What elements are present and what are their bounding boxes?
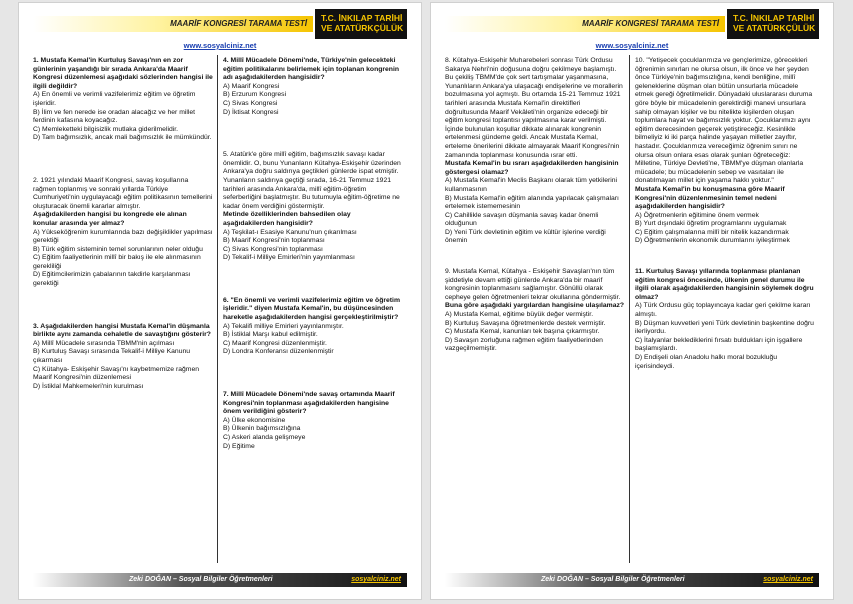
option-d: D) İstiklal Mahkemeleri'nin kurulması (33, 382, 144, 390)
question-6 (223, 297, 403, 357)
option-a: A) Teşkilat-ı Esasiye Kanunu'nun çıkarılması (223, 228, 357, 236)
option-d: D) İktisat Kongresi (223, 108, 279, 116)
question-3 (33, 323, 213, 392)
option-a: A) Ülke ekonomisine (223, 416, 286, 424)
site-link[interactable]: www.sosyalciniz.net (183, 41, 257, 50)
page-footer (33, 573, 407, 587)
question-2 (33, 177, 213, 289)
badge-line-1: T.C. İNKILAP TARİHİ (733, 13, 815, 23)
option-b: B) Mustafa Kemal'in eğitim alanında yapılacak çalışmaları ertelemek istememesinin (445, 194, 619, 211)
question-stem: Buna göre aşağıdaki yargılardan hangisine ulaşılamaz? (445, 302, 625, 310)
question-8 (445, 57, 625, 246)
column-right (635, 57, 815, 405)
option-b: B) Ülkenin bağımsızlığına (223, 425, 301, 433)
footer-author: Zeki DOĞAN – Sosyal Bilgiler Öğretmenleri (541, 576, 685, 583)
option-c: C) Mustafa Kemal, kanunları tek başına çıkarmıştır. (445, 328, 600, 336)
option-d: D) Eğitime (223, 442, 255, 450)
option-d: D) Eğitimcilerimizin çabalarının takdirle karşılanması gerektiği (33, 271, 191, 288)
option-b: B) İstiklal Marşı kabul edilmiştir. (223, 331, 318, 339)
footer-site-link[interactable]: sosyalciniz.net (351, 576, 401, 583)
question-stem: 3. Aşağıdakilerden hangisi Mustafa Kemal'in düşmanla birlikte aynı zamanda cehaletle de savaştığını gösterir? (33, 322, 211, 339)
option-b: B) Düşman kuvvetleri yeni Türk devletinin başkentine doğru ilerliyordu. (635, 319, 814, 336)
option-b: B) Yurt dışındaki öğretim programlarını uygulamak (635, 220, 787, 228)
column-left (33, 57, 213, 425)
option-d: D) Tam bağımsızlık, ancak mali bağımsızlık ile mümkündür. (33, 134, 212, 142)
option-d: D) Yeni Türk devletinin eğitim ve kültür işlerine verdiği önemin (445, 228, 606, 245)
option-c: C) Kütahya- Eskişehir Savaşı'nı kaybetmemize rağmen Maarif Kongresi'nin düzenlemesi (33, 365, 199, 382)
column-divider (629, 55, 630, 563)
option-d: D) Endişeli olan Anadolu halkı moral bozukluğu içerisindeydi. (635, 354, 778, 370)
question-stem: 1. Mustafa Kemal'in Kurtuluş Savaşı'nın en zor günlerinin yaşandığı bir sırada Ankara'da Maarif Kongresi düzenlemesi aşağıdaki sözlerinden hangisi ile ilgili değildir? (33, 57, 213, 90)
question-stem: Mustafa Kemal'in bu konuşmasına göre Maarif Kongresi'nin düzenlenmesinin temel nedeni aşağıdakilerden hangisidir? (635, 185, 785, 211)
footer-author: Zeki DOĞAN – Sosyal Bilgiler Öğretmenleri (129, 576, 273, 583)
option-b: B) Kurtuluş Savaşı sırasında Tekalif-i Milliye Kanunu çıkarması (33, 348, 191, 365)
question-intro: 10. "Yetişecek çocuklarımıza ve gençlerimize, görecekleri öğrenimin sınırları ne olursa olsun, ilk önce ve her şeyden önce Türkiye'nin bağımsızlığına, kendi benliğine, millî geleneklerine düşman olan bütün unsurlarla mücadele etmek gereği öğretilmelidir. Dünyadaki uluslararası duruma göre böyle bir mücadelenin gerektirdiği manevi unsurlara sahip olmayan kişiler ve bu nitelikte kişilerden oluşan toplumlara hayat ve bağımsızlık yoktur. Çocuklarımızı aynı eğitim derecesinden geçerek yetiştireceğiz. Kesinlikle bilmeliyiz ki iki parça halinde yaşayan milletler zayıftır, hastadır. Çocuklarımıza vereceğimiz öğrenim sınırı ne olursa olsun onlara esas olarak şunları öğreteceğiz: Milletine, Türkiye Devleti'ne, TBMM'ye düşman olanlarla mücadele; bu mücadelenin sebep ve vasıtaları ile donatılmayan millet için yaşama hakkı yoktur." (635, 57, 813, 185)
page-footer (445, 573, 819, 587)
question-stem: Aşağıdakilerden hangisi bu kongrede ele alınan konular arasında yer almaz? (33, 211, 187, 227)
option-a: A) Millî Mücadele sırasında TBMM'nin açılması (33, 339, 175, 347)
option-b: B) Erzurum Kongresi (223, 91, 287, 99)
option-a: A) Türk Ordusu güç toplayıncaya kadar geri çekilme kararı almıştı. (635, 302, 811, 319)
option-c: C) Askeri alanda gelişmeye (223, 434, 306, 441)
question-intro: 8. Kütahya-Eskişehir Muharebeleri sonrası Türk Ordusu Sakarya Nehri'nin doğusuna doğru çekilmeye başlamıştı. Bu çekiliş TBMM'de çok sert tartışmalar yaşanmasına, Yunanlıların Ankara'ya ulaşacağı endişelerine ve morallerin bozulmasına yol açmıştı. Bu ortamda 15-21 Temmuz 1921 tarihleri arasında Mustafa Kemal'in direktifleri doğrultusunda Maarif Vekâleti'nin organize edeceği bir eğitim kongresi toplantısı yapılmasına karar verilmişti. İçinde bulunulan koşullar dikkate alınarak kongrenin ertelenmesi gündeme geldi. Ancak Mustafa Kemal, erteleme önerilerini dikkate almayarak Maarif Kongresi'nin zamanında toplanması konusunda ısrar etti. (445, 57, 623, 159)
course-badge (315, 9, 407, 39)
page-header (33, 9, 407, 39)
question-intro: 2. 1921 yılındaki Maarif Kongresi, savaş koşullarına rağmen toplanmış ve sonraki yıllarda Türkiye Cumhuriyeti'nin uygulayacağı eğitim politikasının temellerini oluşturacak önemli kararlar almıştır. (33, 176, 213, 210)
column-divider (217, 55, 218, 563)
option-c: C) Sivas Kongresi'nin toplanması (223, 245, 323, 253)
question-stem: 4. Millî Mücadele Dönemi'nde, Türkiye'nin gelecekteki eğitim politikalarını belirlemek için toplanan kongrenin adı aşağıdakilerden hangisidir? (223, 57, 399, 82)
option-a: A) Mustafa Kemal, eğitime büyük değer vermiştir. (445, 311, 594, 319)
question-stem: 11. Kurtuluş Savaşı yıllarında toplanması planlanan eğitim kongresi öncesinde, ülkenin genel durumu ile ilgili olarak aşağıdakilerden hangisinin söylemek doğru olmaz? (635, 268, 814, 301)
option-d: D) Öğretmenlerin ekonomik durumlarını iyileştirmek (635, 237, 790, 245)
question-stem: 6. "En önemli ve verimli vazifelerimiz eğitim ve öğretim işleridir." diyen Mustafa Kemal'in, bu düşüncesinden hareketle aşağıdakilerden hangisi gerçekleştirilmiştir? (223, 296, 400, 322)
option-b: B) Maarif Kongresi'nin toplanması (223, 237, 325, 245)
badge-line-2: VE ATATÜRKÇÜLÜK (733, 23, 816, 33)
option-d: D) Tekalif-i Milliye Emirleri'nin yayımlanması (223, 254, 355, 262)
option-a: A) En önemli ve verimli vazifelerimiz eğitim ve öğretim işleridir. (33, 91, 196, 107)
option-b: B) İlim ve fen nerede ise oradan alacağız ve her millet ferdinin kafasına koyacağız. (33, 108, 196, 125)
option-a: A) Öğretmenlerin eğitimine önem vermek (635, 211, 759, 219)
option-a: A) Maarif Kongresi (223, 82, 280, 90)
question-stem: Mustafa Kemal'in bu ısrarı aşağıdakilerden hangisinin göstergesi olamaz? (445, 160, 619, 176)
question-stem: 7. Millî Mücadele Dönemi'nde savaş ortamında Maarif Kongresi'nin toplanması aşağıdakilerden hangisine önem verildiğini gösterir? (223, 391, 395, 416)
footer-site-link[interactable]: sosyalciniz.net (763, 576, 813, 583)
question-10 (635, 57, 815, 246)
test-title: MAARİF KONGRESİ TARAMA TESTİ (33, 16, 313, 32)
question-1 (33, 57, 213, 143)
option-c: C) Sivas Kongresi (223, 99, 278, 107)
question-7 (223, 391, 403, 451)
option-b: B) Kurtuluş Savaşına öğretmenlerde destek vermiştir. (445, 319, 606, 327)
column-right (223, 57, 403, 485)
question-stem: Metinde özelliklerinden bahsedilen olay aşağıdakilerden hangisidir? (223, 211, 351, 227)
question-intro: 5. Atatürk'e göre millî eğitim, bağımsızlık savaşı kadar önemlidir. O, bunu Yunanların Kütahya-Eskişehir üzerinden Ankara'ya doğru saldırıya geçtikleri günlerde ispat etmiştir. Yunanların saldırıya geçtiği sırada, 16-21 Temmuz 1921 tarihleri arasında Ankara'da, millî eğitim-öğretim seferberliğini başlatmıştır. Bu tutumuyla eğitim-öğretime ne kadar önem verdiğini göstermiştir. (223, 151, 401, 210)
question-4 (223, 57, 403, 117)
site-link[interactable]: www.sosyalciniz.net (595, 41, 669, 50)
option-d: D) Savaşın zorluğuna rağmen eğitim faaliyetlerinden vazgeçilmemiştir. (445, 336, 603, 353)
page-header (445, 9, 819, 39)
option-c: C) Memleketteki bilgisizlik mutlaka giderilmelidir. (33, 125, 179, 133)
question-11 (635, 268, 815, 371)
page-right (430, 2, 834, 600)
option-a: A) Mustafa Kemal'in Meclis Başkanı olarak tüm yetkilerini kullanmasının (445, 177, 618, 193)
badge-line-1: T.C. İNKILAP TARİHİ (321, 13, 403, 23)
badge-line-2: VE ATATÜRKÇÜLÜK (321, 23, 404, 33)
option-c: C) İtalyanlar beklediklerini fırsatı buldukları için işgallere başlamışlardı. (635, 336, 803, 353)
option-a: A) Yükseköğrenim kurumlarında bazı değişiklikler yapılması gerektiği (33, 228, 213, 245)
question-9 (445, 268, 625, 354)
option-c: C) Eğitim faaliyetlerinin millî bir bakış ile ele alınmasının gerekliliği (33, 254, 201, 270)
option-a: A) Tekalifi milliye Emirleri yayınlanmıştır. (223, 322, 344, 330)
option-b: B) Türk eğitim sisteminin temel sorunlarının neler olduğu (33, 245, 203, 253)
column-left (445, 57, 625, 388)
option-d: D) Londra Konferansı düzenlenmiştir (223, 348, 334, 356)
question-intro: 9. Mustafa Kemal, Kütahya - Eskişehir Savaşları'nın tüm şiddetiyle devam ettiği günlerde Ankara'da bir maarif kongresinin toplanmasını sağlamıştır. Gönüllü olarak cepheye gelen öğretmenleri tekrar okullarına göndermiştir. (445, 268, 621, 301)
option-c: C) Maarif Kongresi düzenlenmiştir. (223, 339, 327, 347)
page-left (18, 2, 422, 600)
option-c: C) Eğitim çalışmalarına millî bir nitelik kazandırmak (635, 228, 789, 236)
question-5 (223, 151, 403, 263)
course-badge (727, 9, 819, 39)
option-c: C) Cahillikle savaşın düşmanla savaş kadar önemli olduğunun (445, 211, 599, 228)
test-title: MAARİF KONGRESİ TARAMA TESTİ (445, 16, 725, 32)
